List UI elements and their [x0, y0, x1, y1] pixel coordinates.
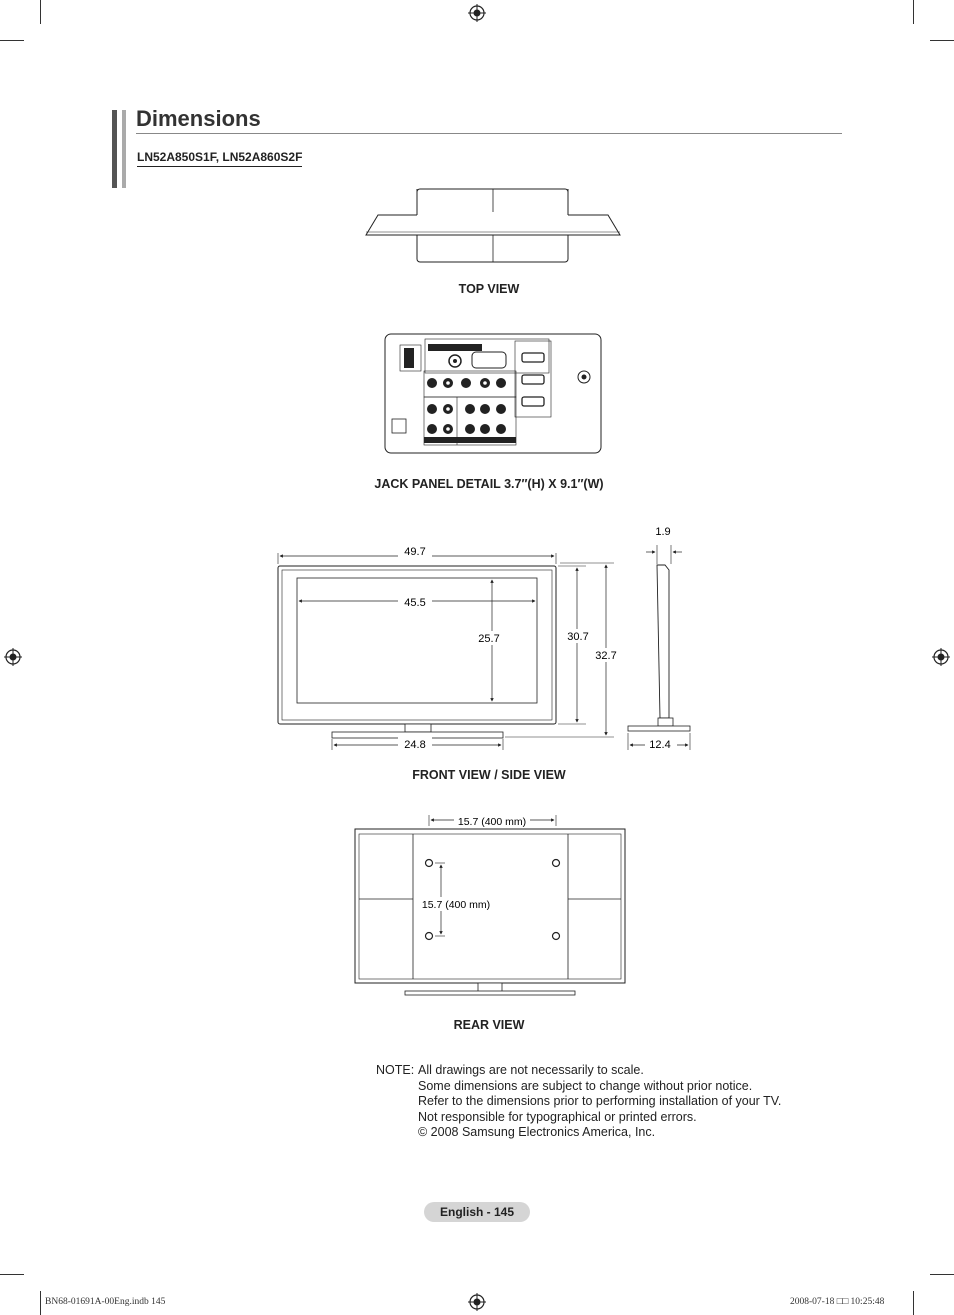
dim-overall-width: 49.7 — [404, 546, 426, 558]
hdmi-port-icon — [522, 353, 544, 406]
registration-mark-icon — [468, 4, 486, 22]
rear-view-caption: REAR VIEW — [453, 1018, 525, 1032]
note-line: Refer to the dimensions prior to performing installation of your TV. — [418, 1094, 782, 1108]
title-rule — [136, 133, 842, 134]
lan-port-icon — [392, 419, 406, 433]
crop-mark — [0, 40, 24, 41]
dim-vesa-horizontal: 15.7 (400 mm) — [457, 816, 527, 828]
page-number-badge: English - 145 — [424, 1202, 530, 1222]
registration-mark-icon — [4, 648, 22, 666]
title-accent-bar — [112, 110, 126, 188]
dim-screen-height: 25.7 — [478, 633, 500, 645]
top-view-drawing — [360, 185, 626, 267]
page-title: Dimensions — [136, 106, 261, 131]
note-label: NOTE: — [376, 1063, 415, 1077]
dim-body-height: 30.7 — [567, 631, 589, 643]
jack-panel-caption: JACK PANEL DETAIL 3.7″(H) X 9.1″(W) — [374, 477, 604, 491]
crop-mark — [930, 1274, 954, 1275]
dim-stand-depth: 12.4 — [649, 739, 671, 751]
top-view-caption: TOP VIEW — [458, 282, 520, 296]
note-line: Not responsible for typographical or printed errors. — [418, 1109, 697, 1124]
note-line: © 2008 Samsung Electronics America, Inc. — [418, 1125, 656, 1139]
jack-panel-drawing — [384, 333, 604, 455]
rear-view-drawing — [350, 810, 632, 1000]
footer-timestamp: 2008-07-18 □□ 10:25:48 — [790, 1297, 885, 1307]
dim-stand-width: 24.8 — [404, 739, 426, 751]
registration-mark-icon — [932, 648, 950, 666]
crop-mark — [913, 1291, 914, 1315]
model-subtitle: LN52A850S1F, LN52A860S2F — [137, 150, 302, 167]
front-side-caption: FRONT VIEW / SIDE VIEW — [412, 768, 566, 782]
footer-file-info: BN68-01691A-00Eng.indb 145 — [45, 1297, 166, 1307]
note-line: All drawings are not necessarily to scale. — [418, 1063, 644, 1077]
registration-mark-icon — [468, 1293, 486, 1311]
note-line: Some dimensions are subject to change without prior notice. — [418, 1078, 753, 1093]
dim-screen-width: 45.5 — [404, 597, 426, 609]
crop-mark — [930, 40, 954, 41]
dim-total-height: 32.7 — [595, 650, 617, 662]
front-side-view-drawing — [270, 520, 700, 760]
crop-mark — [40, 1291, 41, 1315]
crop-mark — [0, 1274, 24, 1275]
dim-depth: 1.9 — [655, 526, 671, 538]
dim-vesa-vertical: 15.7 (400 mm) — [421, 899, 491, 911]
crop-mark — [913, 0, 914, 24]
crop-mark — [40, 0, 41, 24]
